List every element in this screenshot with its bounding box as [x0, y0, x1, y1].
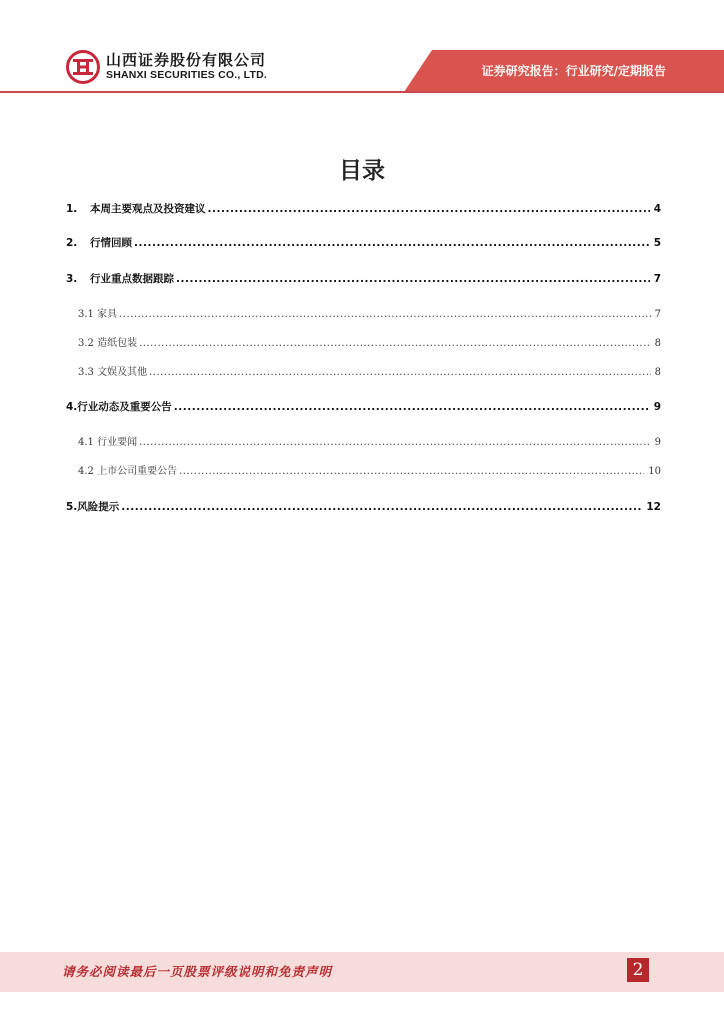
toc-entry-5[interactable] [66, 500, 661, 514]
toc-entry-4[interactable] [66, 400, 661, 414]
toc-number: 4.1 [78, 437, 94, 448]
toc-entry-3-1[interactable] [66, 308, 661, 322]
toc-leader [134, 236, 650, 250]
toc-leader [179, 465, 644, 479]
toc-leader [208, 202, 650, 216]
page-header [0, 0, 724, 100]
toc-label: 行情回顾 [90, 237, 132, 249]
toc-label: 行业要闻 [97, 437, 138, 448]
toc-number: 3. [66, 273, 78, 285]
toc-label: 风险提示 [77, 501, 120, 513]
toc-entry-1[interactable] [66, 202, 661, 216]
toc-label: 造纸包装 [97, 338, 138, 349]
toc-leader [176, 272, 650, 286]
toc-page: 7 [653, 273, 661, 285]
toc-label: 文娱及其他 [97, 367, 148, 378]
toc-number: 5. [66, 501, 78, 513]
toc-page: 5 [653, 237, 661, 249]
company-logo-icon [66, 50, 100, 84]
toc-number: 2. [66, 237, 78, 249]
toc-page: 9 [653, 401, 661, 413]
toc-page: 8 [654, 367, 661, 378]
toc-number: 4.2 [78, 466, 94, 477]
toc-title: 目录 [339, 158, 385, 184]
company-logo [66, 50, 267, 84]
toc-number: 3.2 [78, 338, 94, 349]
company-name-en: SHANXI SECURITIES CO., LTD. [106, 69, 267, 81]
toc-leader [139, 436, 651, 450]
toc-page: 4 [653, 203, 661, 215]
toc-entry-3-2[interactable] [66, 337, 661, 351]
toc-leader [139, 337, 651, 351]
toc-label: 行业动态及重要公告 [77, 401, 172, 413]
toc-label: 本周主要观点及投资建议 [90, 203, 206, 215]
toc-number: 4. [66, 401, 78, 413]
toc-entry-3[interactable] [66, 272, 661, 286]
toc-label: 行业重点数据跟踪 [90, 273, 174, 285]
company-name-cn: 山西证券股份有限公司 [106, 51, 267, 69]
toc-number: 3.1 [78, 309, 94, 320]
toc-page: 7 [654, 309, 661, 320]
toc-label: 家具 [97, 309, 118, 320]
header-divider [0, 91, 724, 93]
disclaimer-notice: 请务必阅读最后一页股票评级说明和免责声明 [62, 964, 333, 979]
toc-page: 12 [646, 501, 661, 513]
toc-page: 10 [648, 466, 661, 477]
toc-page: 8 [654, 338, 661, 349]
toc-label: 上市公司重要公告 [97, 466, 178, 477]
toc-number: 1. [66, 203, 78, 215]
toc-entry-4-2[interactable] [66, 465, 661, 479]
toc-leader [149, 366, 651, 380]
toc-number: 3.3 [78, 367, 94, 378]
toc-page: 9 [654, 437, 661, 448]
page-number: 2 [627, 958, 649, 982]
toc-entry-2[interactable] [66, 236, 661, 250]
toc-leader [121, 500, 642, 514]
toc-leader [119, 308, 651, 322]
toc-entry-3-3[interactable] [66, 366, 661, 380]
report-type: 证券研究报告：行业研究/定期报告 [481, 64, 666, 78]
toc-entry-4-1[interactable] [66, 436, 661, 450]
toc-leader [174, 400, 650, 414]
